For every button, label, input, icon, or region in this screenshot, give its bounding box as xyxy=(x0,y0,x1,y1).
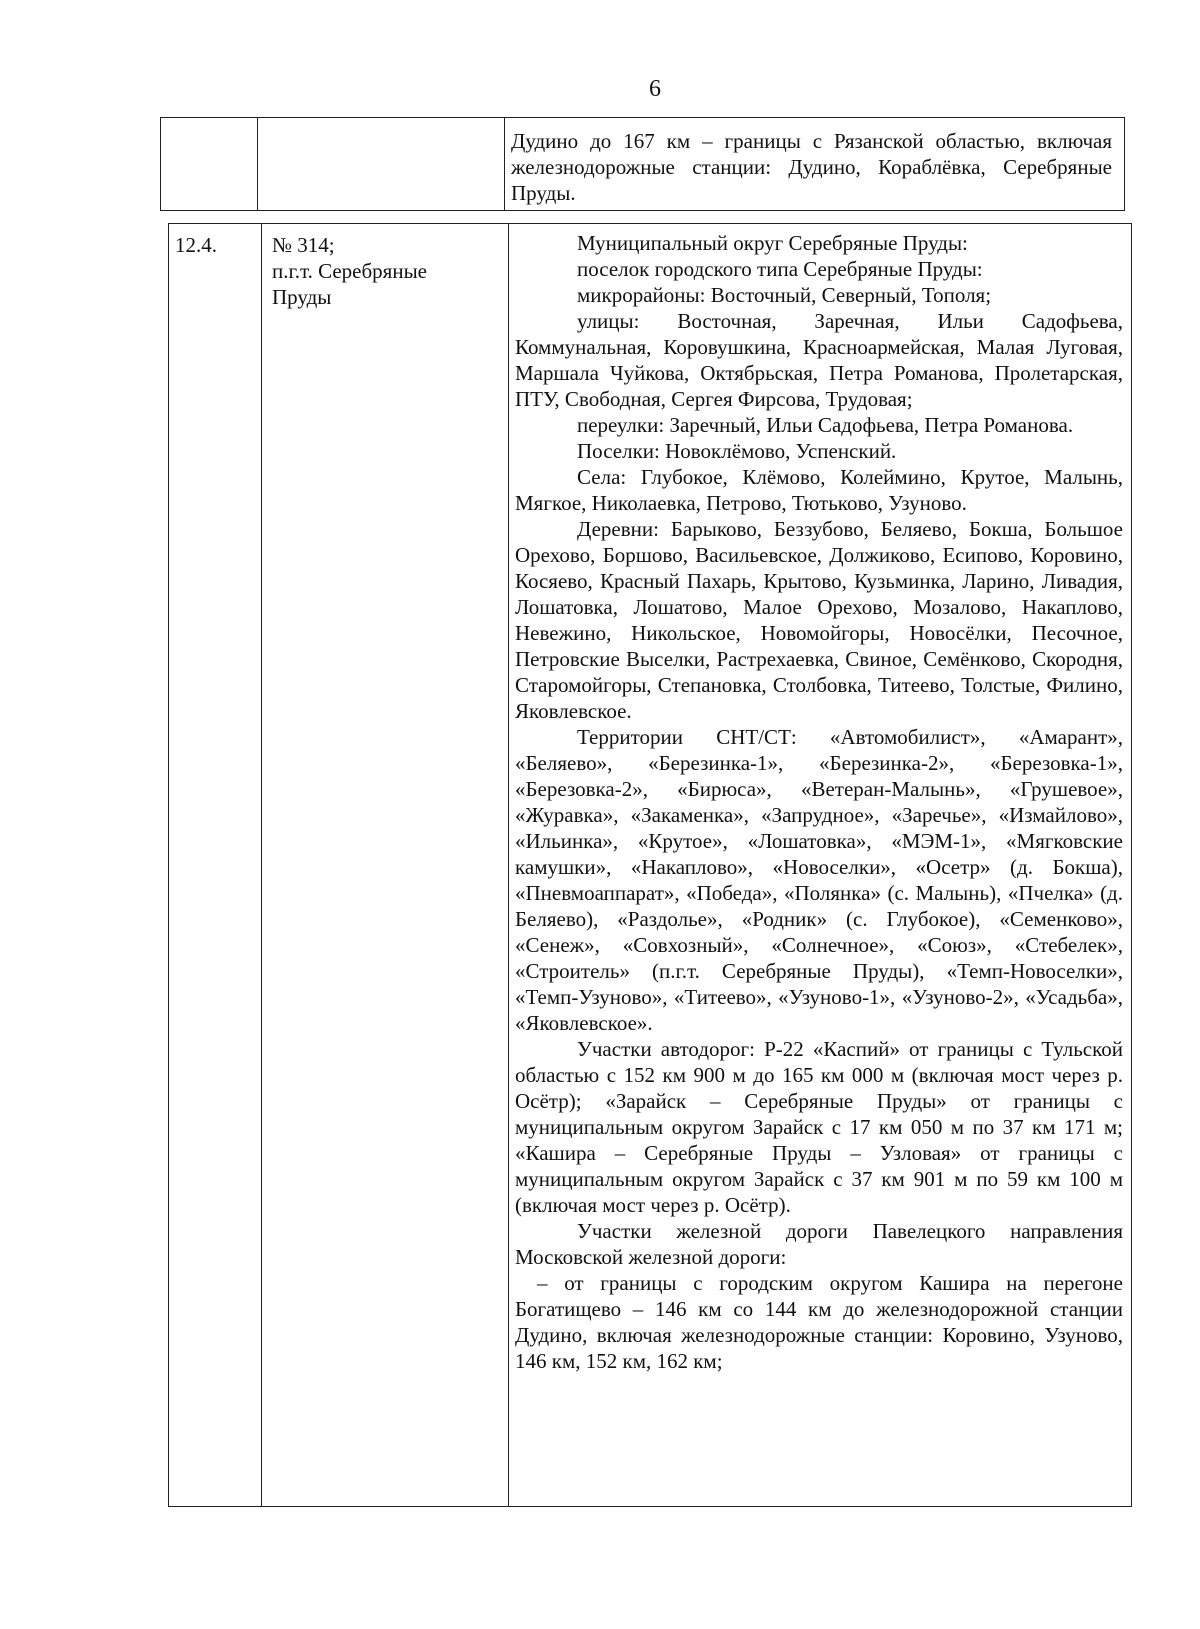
paragraph: Села: Глубокое, Клёмово, Колеймино, Крутое, Малынь, Мягкое, Николаевка, Петрово, Тютьково, Узуново. xyxy=(515,465,1123,515)
dash-list-item: – от границы с городским округом Кашира на перегоне Богатищево – 146 км со 144 км до железнодорожной станции Дудино, включая железнодорожные станции: Коровино, Узуново, 146 км, 152 км, 162 км; xyxy=(515,1271,1123,1373)
row-number-cell: 12.4. xyxy=(169,224,262,1507)
paragraph: поселок городского типа Серебряные Пруды: xyxy=(577,257,983,281)
row-text-cell: Дудино до 167 км – границы с Рязанской областью, включая железнодорожные станции: Дудино, Кораблёвка, Серебряные Пруды. xyxy=(505,118,1125,211)
paragraph: Деревни: Барыково, Беззубово, Беляево, Бокша, Большое Орехово, Боршово, Васильевское, Должиково, Есипово, Коровино, Косяево, Красный Пахарь, Крытово, Кузьминка, Ларино, Ливадия, Лошатовка, Лошатово, Малое Орехово, Мозалово, Накаплово, Невежино, Никольское, Новомойгоры, Новосёлки, Песочное, Петровские Выселки, Растрехаевка, Свиное, Семёнково, Скородня, Старомойгоры, Степановка, Столбовка, Титеево, Толстые, Филино, Яковлевское. xyxy=(515,517,1123,723)
paragraph: микрорайоны: Восточный, Северный, Тополя; xyxy=(577,283,992,307)
table-row xyxy=(169,224,1132,1507)
paragraph: Поселки: Новоклёмово, Успенский. xyxy=(577,439,897,463)
paragraph: Участки железной дороги Павелецкого направления Московской железной дороги: xyxy=(515,1219,1123,1269)
paragraph: улицы: Восточная, Заречная, Ильи Садофьева, Коммунальная, Коровушкина, Красноармейская, Малая Луговая, Маршала Чуйкова, Октябрьская, Петра Романова, Пролетарская, ПТУ, Свободная, Сергея Фирсова, Трудовая; xyxy=(515,309,1123,411)
code-line: Пруды xyxy=(272,285,332,309)
territory-table xyxy=(168,223,1132,1507)
continuation-table xyxy=(160,117,1125,211)
paragraph: переулки: Заречный, Ильи Садофьева, Петра Романова. xyxy=(577,413,1074,437)
code-line: № 314; xyxy=(272,233,335,257)
row-code-cell xyxy=(262,224,509,1507)
page-number: 6 xyxy=(649,76,661,102)
row-code-cell xyxy=(258,118,505,211)
row-number-cell xyxy=(161,118,258,211)
paragraph: Муниципальный округ Серебряные Пруды: xyxy=(577,231,968,255)
table-row xyxy=(161,118,1125,211)
code-line: п.г.т. Серебряные xyxy=(272,259,427,283)
paragraph: Участки автодорог: Р-22 «Каспий» от границы с Тульской областью с 152 км 900 м до 165 км 000 м (включая мост через р. Осётр); «Зарайск – Серебряные Пруды» от границы с муниципальным округом Зарайск с 17 км 050 м по 37 км 171 м; «Кашира – Серебряные Пруды – Узловая» от границы с муниципальным округом Зарайск с 37 км 901 м по 59 км 100 м (включая мост через р. Осётр). xyxy=(515,1037,1123,1217)
row-text-cell xyxy=(509,224,1132,1507)
paragraph: Территории СНТ/СТ: «Автомобилист», «Амарант», «Беляево», «Березинка-1», «Березинка-2», «Березовка-1», «Березовка-2», «Бирюса», «Ветеран-Малынь», «Грушевое», «Журавка», «Закаменка», «Запрудное», «Заречье», «Измайлово», «Ильинка», «Крутое», «Лошатовка», «МЭМ-1», «Мягковские камушки», «Накаплово», «Новоселки», «Осетр» (д. Бокша), «Пневмоаппарат», «Победа», «Полянка» (с. Малынь), «Пчелка» (д. Беляево), «Раздолье», «Родник» (с. Глубокое), «Семенково», «Сенеж», «Совхозный», «Солнечное», «Союз», «Стебелек», «Строитель» (п.г.т. Серебряные Пруды), «Темп-Новоселки», «Темп-Узуново», «Титеево», «Узуново-1», «Узуново-2», «Усадьба», «Яковлевское». xyxy=(515,725,1123,1035)
